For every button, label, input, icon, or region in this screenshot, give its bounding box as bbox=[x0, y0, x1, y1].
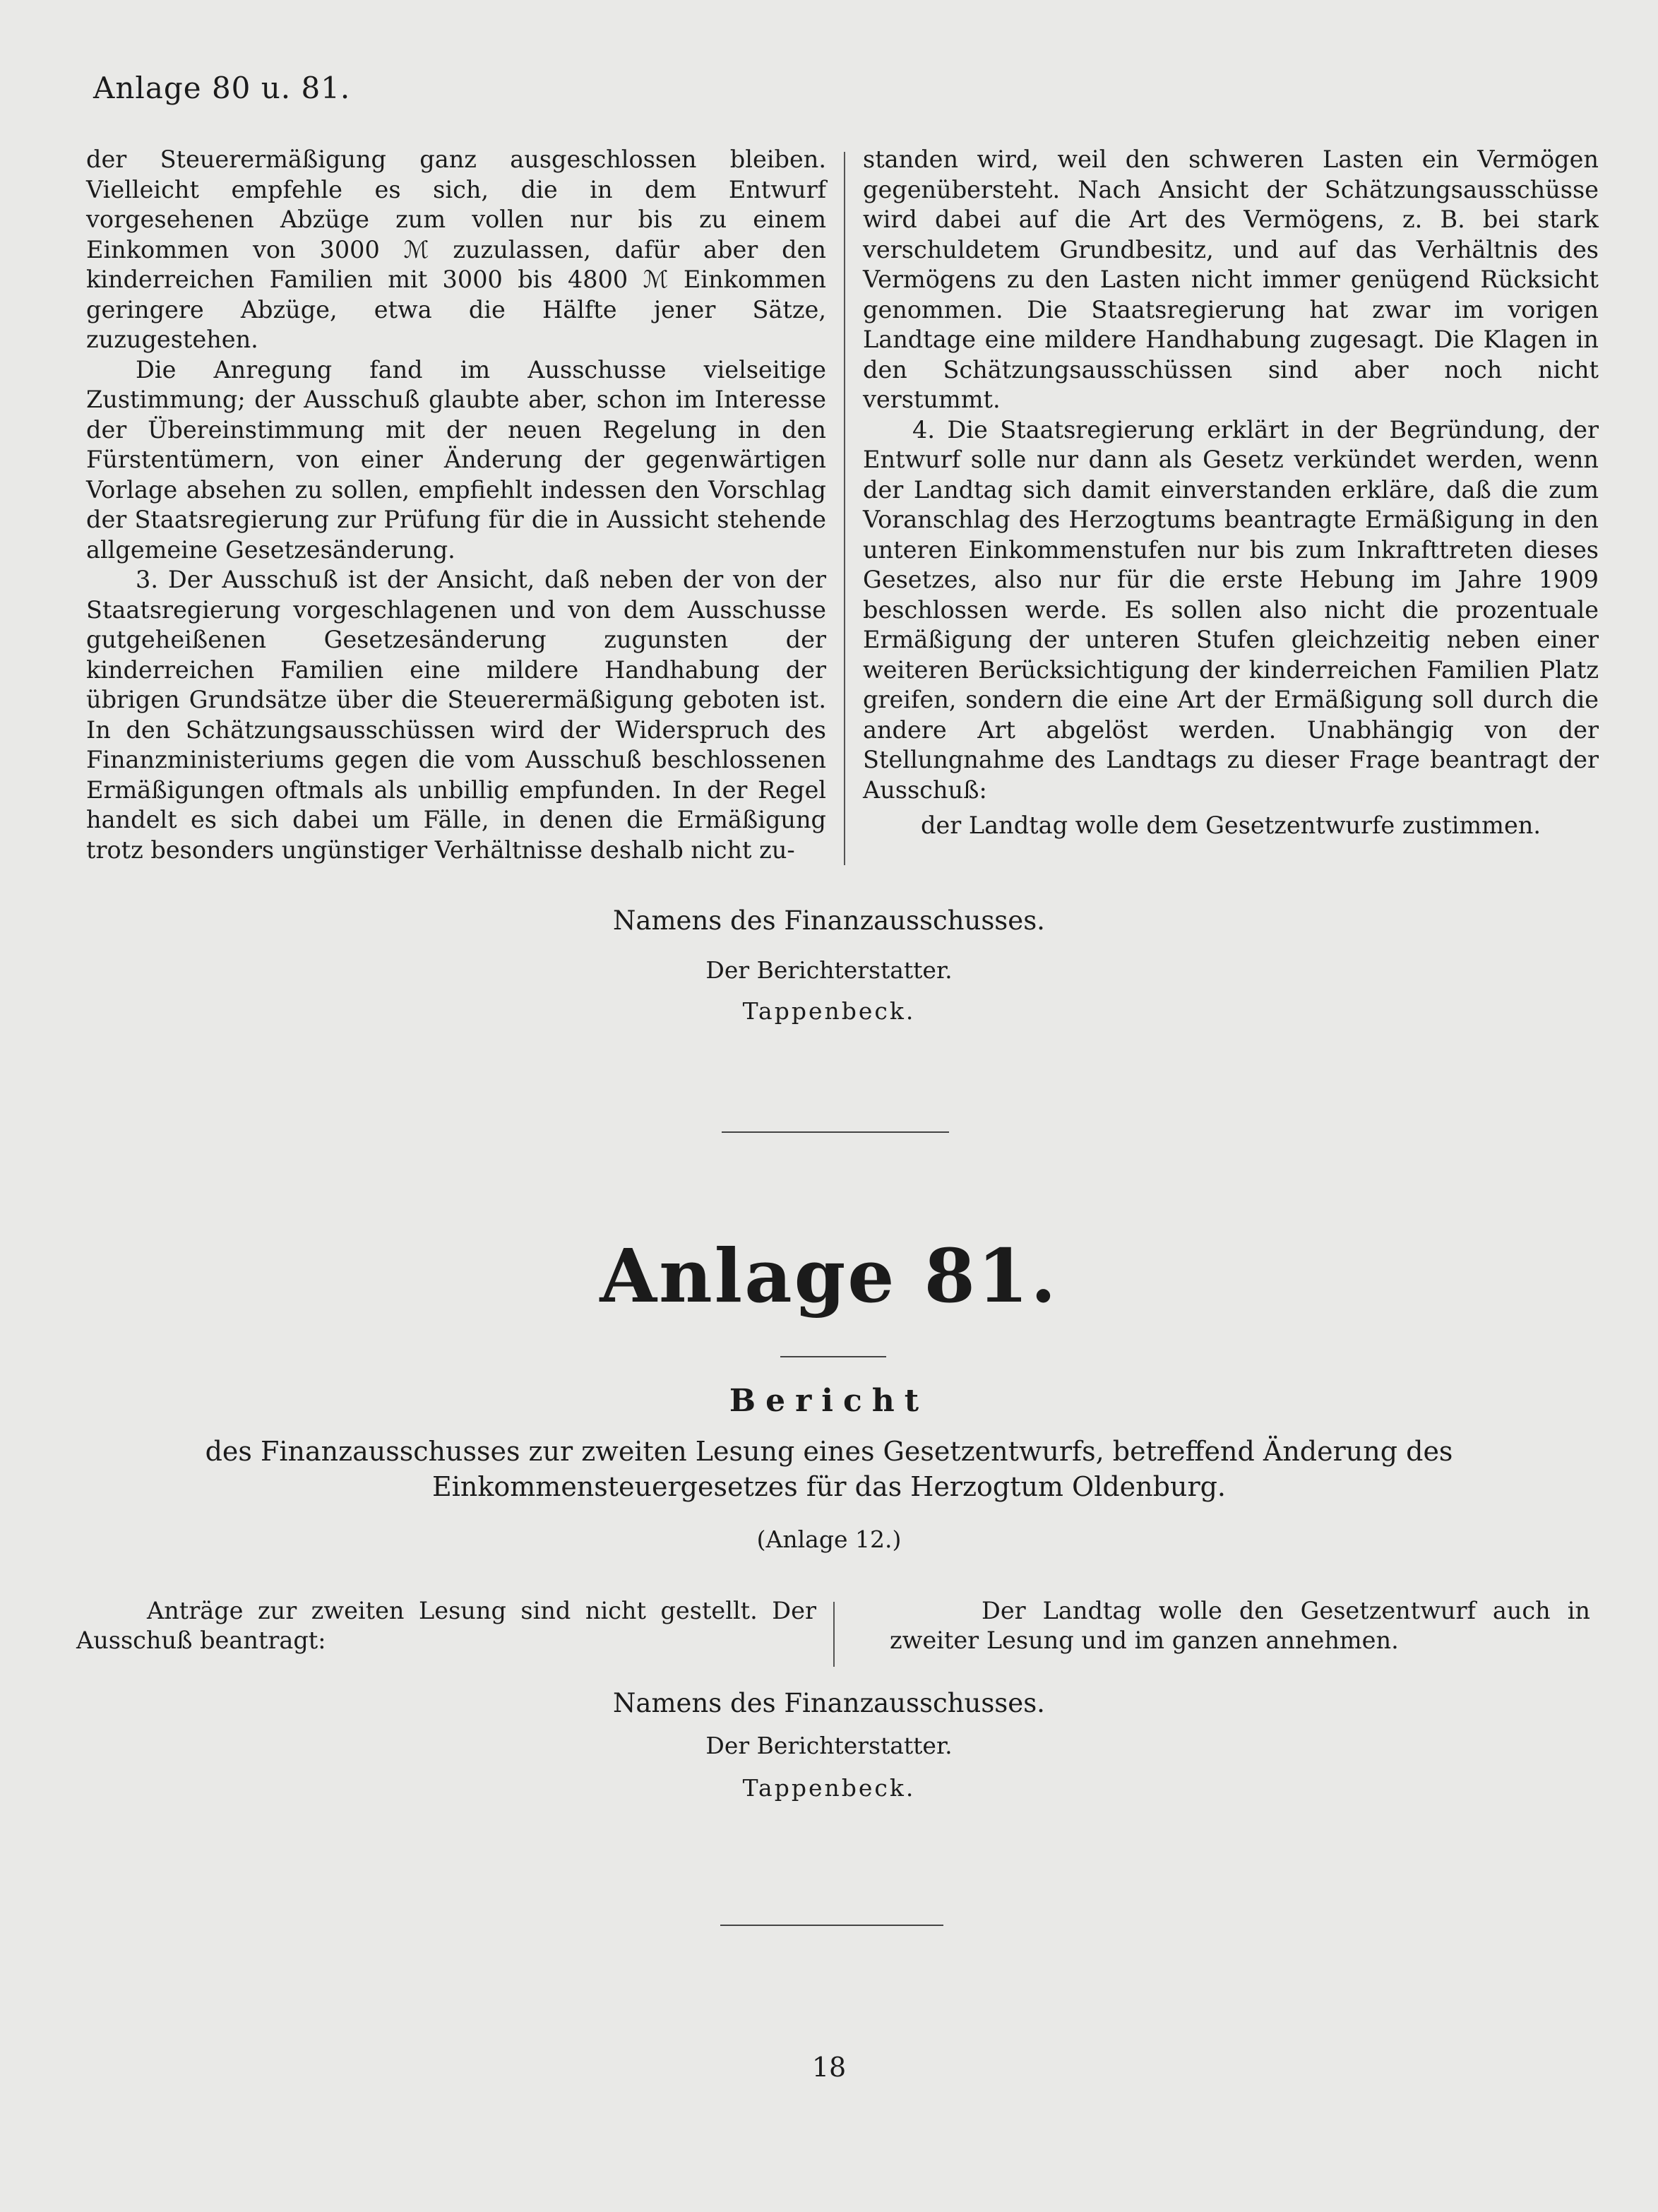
paragraph: Der Landtag wolle den Gesetzentwurf auch in zweiter Lesung und im ganzen annehmen. bbox=[890, 1597, 1590, 1654]
annex81-left-text bbox=[76, 1596, 816, 1655]
column-divider bbox=[844, 152, 845, 865]
annex81-right-text bbox=[890, 1596, 1590, 1655]
signature-role: Der Berichterstatter. bbox=[705, 956, 953, 984]
page-number: 18 bbox=[811, 2052, 847, 2083]
signature-committee: Namens des Finanzausschusses. bbox=[613, 905, 1045, 936]
signature-role: Der Berichterstatter. bbox=[705, 1732, 953, 1759]
paragraph: Die Anregung fand im Ausschusse vielseitige Zustimmung; der Ausschuß glaubte aber, schon im Interesse der Übereinstimmung mit der neuen Regelung in den Fürstentümern, von einer Änderung der gegenwärtigen Vorlage absehen zu sollen, empfiehlt indessen den Vorschlag der Staatsregierung zur Prüfung für die in Aussicht stehende allgemeine Gesetzesänderung. bbox=[86, 355, 826, 564]
report-subject: des Finanzausschusses zur zweiten Lesung eines Gesetzentwurfs, betreffend Änderung des Einkommensteuergesetzes für das Herzogtum Oldenburg. bbox=[205, 1436, 1453, 1502]
signature-name: Tappenbeck. bbox=[742, 1774, 916, 1802]
report-label: Bericht bbox=[729, 1383, 929, 1419]
signature-name: Tappenbeck. bbox=[742, 997, 916, 1025]
paragraph: 4. Die Staatsregierung erklärt in der Begründung, der Entwurf solle nur dann als Gesetz verkündet werden, wenn der Landtag sich damit einverstanden erkläre, daß die zum Voranschlag des Herzogtums beantragte Ermäßigung in den unteren Einkommenstufen nur bis zum Inkrafttreten dieses Gesetzes, also nur für die erste Hebung im Jahre 1909 beschlossen werde. Es sollen also nicht die prozentuale Ermäßigung der unteren Stufen gleichzeitig neben einer weiteren Berücksichtigung der kinderreichen Familien Platz greifen, sondern die eine Art der Ermäßigung soll durch die andere Art abgelöst werden. Unabhängig von der Stellungnahme des Landtags zu dieser Frage beantragt der Ausschuß: bbox=[863, 415, 1599, 804]
annex80-left-column bbox=[86, 145, 826, 865]
column-divider bbox=[833, 1602, 835, 1667]
reference: (Anlage 12.) bbox=[756, 1526, 902, 1553]
paragraph: 3. Der Ausschuß ist der Ansicht, daß neben der von der Staatsregierung vorgeschlagenen und von dem Ausschusse gutgeheißenen Gesetzesänderung zugunsten der kinderreichen Familien eine mildere Handhabung der übrigen Grundsätze über die Steuerermäßigung geboten ist. In den Schätzungsausschüssen wird der Widerspruch des Finanzministeriums gegen die vom Ausschuß beschlossenen Ermäßigungen oftmals als unbillig empfunden. In der Regel handelt es sich dabei um Fälle, in denen die Ermäßigung trotz besonders ungünstiger Verhältnisse deshalb nicht zu- bbox=[86, 566, 826, 864]
paragraph: standen wird, weil den schweren Lasten ein Vermögen gegenübersteht. Nach Ansicht der Schätzungsausschüsse wird dabei auf die Art des Vermögens, z. B. bei stark verschuldetem Grundbesitz, und auf das Verhältnis des Vermögens zu den Lasten nicht immer genügend Rücksicht genommen. Die Staatsregierung hat zwar im vorigen Landtage eine mildere Handhabung zugesagt. Die Klagen in den Schätzungsausschüssen sind aber noch nicht verstummt. bbox=[863, 145, 1599, 413]
signature-committee: Namens des Finanzausschusses. bbox=[613, 1688, 1045, 1718]
paragraph: Anträge zur zweiten Lesung sind nicht gestellt. Der Ausschuß beantragt: bbox=[76, 1597, 816, 1654]
section-rule bbox=[722, 1131, 949, 1133]
motion: der Landtag wolle dem Gesetzentwurfe zustimmen. bbox=[920, 811, 1541, 839]
annex-title: Anlage 81. bbox=[600, 1232, 1058, 1319]
paragraph: der Steuerermäßigung ganz ausgeschlossen bleiben. Vielleicht empfehle es sich, die in dem Entwurf vorgesehenen Abzüge zum vollen nur bis zu einem Einkommen von 3000 ℳ zuzulassen, dafür aber den kinderreichen Familien mit 3000 bis 4800 ℳ Einkommen geringere Abzüge, etwa die Hälfte jener Sätze, zuzugestehen. bbox=[86, 145, 826, 353]
title-rule bbox=[780, 1356, 886, 1357]
annex80-right-column bbox=[863, 145, 1599, 841]
section-rule bbox=[720, 1925, 943, 1926]
running-header: Anlage 80 u. 81. bbox=[93, 71, 351, 105]
